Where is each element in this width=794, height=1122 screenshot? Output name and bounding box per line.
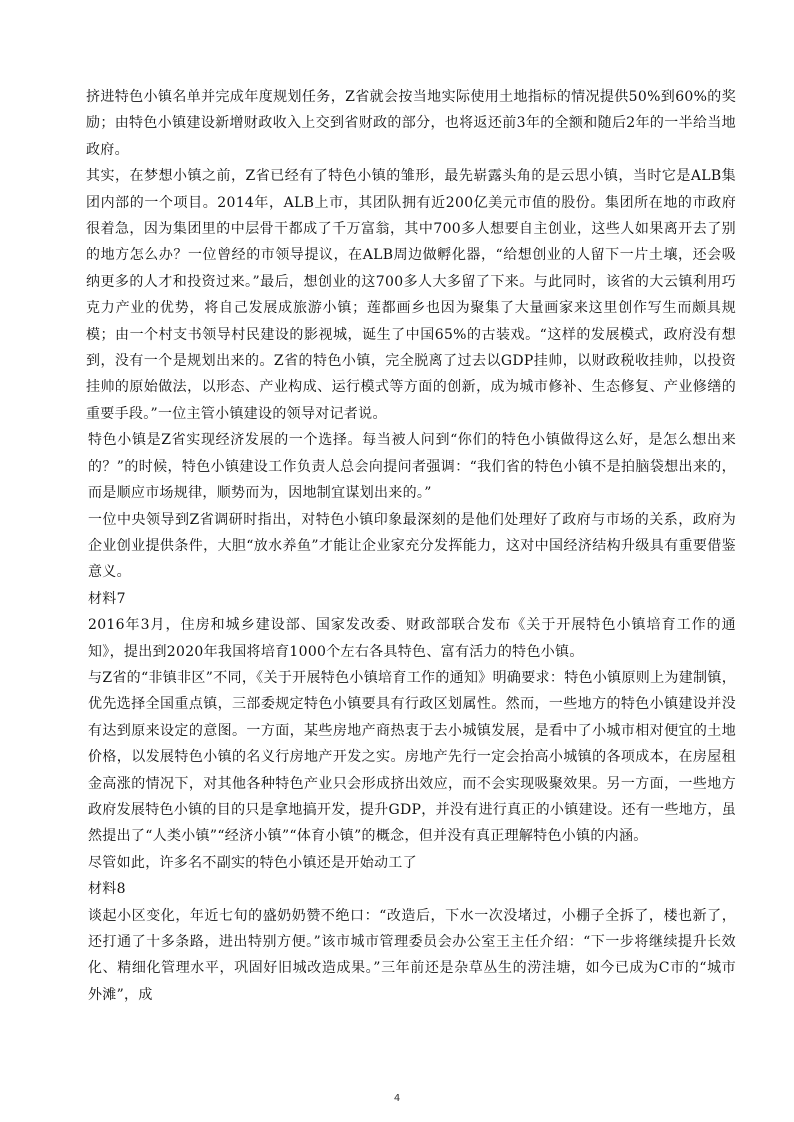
heading-material-8: 材料8 bbox=[88, 881, 126, 898]
body-text bbox=[88, 84, 736, 1008]
paragraph-central-leader: 一位中央领导到Z省调研时指出，对特色小镇印象最深刻的是他们处理好了政府与市场的关系，政府为企业创业提供条件，大胆“放水养鱼”才能让企业家充分发挥能力，这对中国经济结构升级具有重要借鉴意义。 bbox=[88, 511, 736, 581]
paragraph-reward-policy: 挤进特色小镇名单并完成年度规划任务，Z省就会按当地实际使用土地指标的情况提供50%到60%的奖励；由特色小镇建设新增财政收入上交到省财政的部分，也将返还前3年的全额和随后2年的一半给当地政府。 bbox=[86, 89, 736, 158]
paragraph-problems: 与Z省的“非镇非区”不同，《关于开展特色小镇培育工作的通知》明确要求：特色小镇原则上为建制镇，优先选择全国重点镇，三部委规定特色小镇要具有行政区划属性。然而，一些地方的特色小镇建设并没有达到原来设定的意图。一方面，某些房地产商热衷于去小城镇发展，是看中了小城市相对便宜的土地价格，以发展特色小镇的名义行房地产开发之实。房地产先行一定会抬高小城镇的各项成本，在房屋租金高涨的情况下，对其他各种特色产业只会形成挤出效应，而不会实现吸聚效果。另一方面，一些地方政府发展特色小镇的目的只是拿地搞开发，提升GDP，并没有进行真正的小镇建设。还有一些地方，虽然提出了“人类小镇”“经济小镇”“体育小镇”的概念，但并没有真正理解特色小镇的内涵。 bbox=[88, 669, 736, 845]
page-number: 4 bbox=[393, 1093, 401, 1104]
paragraph-origin-of-towns: 其实，在梦想小镇之前，Z省已经有了特色小镇的雏形，最先崭露头角的是云思小镇，当时它是ALB集团内部的一个项目。2014年，ALB上市，其团队拥有近200亿美元市值的股份。集团所在地的市政府很着急，因为集团里的中层骨干都成了千万富翁，其中700多人想要自主创业，这些人如果离开去了别的地方怎么办？一位曾经的市领导提议，在ALB周边做孵化器，“给想创业的人留下一片土壤，还会吸纳更多的人才和投资过来。”最后，想创业的这700多人大多留了下来。与此同时，该省的大云镇利用巧克力产业的优势，将自己发展成旅游小镇；莲都画乡也因为聚集了大量画家来这里创作写生而颇具规模；由一个村支书领导村民建设的影视城，诞生了中国65%的古装戏。“这样的发展模式，政府没有想到，没有一个是规划出来的。Z省的特色小镇，完全脱离了过去以GDP挂帅，以财政税收挂帅，以投资挂帅的原始做法，以形态、产业构成、运行模式等方面的创新，成为城市修补、生态修复、产业修缮的重要手段。”一位主管小镇建设的领导对记者说。 bbox=[86, 168, 736, 422]
paragraph-construction-started: 尽管如此，许多名不副实的特色小镇还是开始动工了 bbox=[88, 854, 417, 871]
paragraph-community-change: 谈起小区变化，年近七旬的盛奶奶赞不绝口：“改造后，下水一次没堵过，小棚子全拆了，楼也新了，还打通了十多条路，进出特别方便。”该市城市管理委员会办公室王主任介绍：“下一步将继续提升长效化、精细化管理水平，巩固好旧城改造成果。”三年前还是杂草丛生的涝洼塘，如今已成为C市的“城市外滩”，成 bbox=[88, 907, 736, 1003]
paragraph-market-choice: 特色小镇是Z省实现经济发展的一个选择。每当被人问到“你们的特色小镇做得这么好，是怎么想出来的？”的时候，特色小镇建设工作负责人总会向提问者强调：“我们省的特色小镇不是拍脑袋想出来的，而是顺应市场规律，顺势而为，因地制宜谋划出来的。” bbox=[88, 432, 736, 502]
heading-material-7: 材料7 bbox=[88, 590, 126, 607]
paragraph-2016-notice: 2016年3月，住房和城乡建设部、国家发改委、财政部联合发布《关于开展特色小镇培育工作的通知》，提出到2020年我国将培育1000个左右各具特色、富有活力的特色小镇。 bbox=[88, 617, 736, 660]
